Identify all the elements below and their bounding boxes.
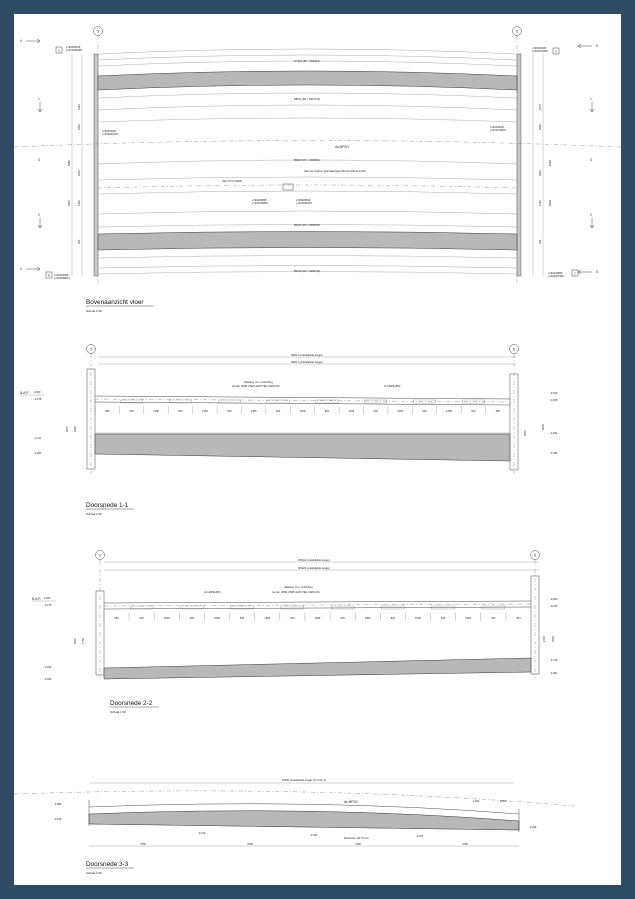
grid-label-5: 5 xyxy=(97,29,99,34)
svg-text:3050: 3050 xyxy=(539,170,542,176)
bay-dim: 620 xyxy=(129,410,134,413)
bay-dim: 620 xyxy=(227,410,232,413)
svg-text:3050: 3050 xyxy=(78,170,81,176)
s22-dim-1: R5242 (ontwikkelde lengte) xyxy=(298,559,330,562)
s33-title: Doorsnede 3-3 xyxy=(86,861,129,868)
section-1-1 xyxy=(20,345,558,517)
beam-recess xyxy=(482,606,505,609)
s22-nap: N.A.P. xyxy=(32,597,41,601)
s22-lvl-r3: -2.730 xyxy=(550,659,558,662)
s22-left-dim-1: 2758 xyxy=(82,638,85,644)
bay-dim: 620 xyxy=(290,617,295,620)
bay-dim: 620 xyxy=(373,410,378,413)
s11-note-3: 2x HDPE Ø50 xyxy=(384,385,401,388)
s11-lvl-l1: 0.000 xyxy=(34,391,41,394)
beam-recess xyxy=(130,606,153,609)
s22-note-1: Aftasting t.b.v. verlichting xyxy=(284,586,313,589)
plan-scale: Schaal 1:50 xyxy=(86,309,102,313)
beam-recess xyxy=(218,400,240,403)
dim-top-2: R8811 (Rh = 2915762) xyxy=(293,98,321,101)
bottom-slab-strip xyxy=(98,232,517,251)
label-hek-put: Hek put conform Standaardetail SD-OG-KW-ALG-001 xyxy=(304,170,366,173)
bay-dim: 620 xyxy=(178,410,183,413)
bay-dim: 1455 xyxy=(397,410,403,413)
bay-dim: 620 xyxy=(239,617,245,620)
section-mark-4-top: 4 xyxy=(20,39,22,43)
section-mark-5-bottom: 5 xyxy=(596,270,598,274)
bay-dim: 1505 xyxy=(415,617,421,620)
s11-grid-6: 6 xyxy=(513,347,515,352)
bay-dim: 1505 xyxy=(264,617,271,620)
section-mark-1-right: 1 xyxy=(590,97,592,101)
section-mark-3-right: 3 xyxy=(590,158,592,162)
svg-text:1450: 1450 xyxy=(539,200,542,206)
s33-lvl-m1: -3.143 xyxy=(198,832,206,835)
dim-mid-1: R5000 (Rh = 3008001) xyxy=(293,159,321,162)
s11-grid-5: 5 xyxy=(90,347,92,352)
s22-grid-5: 5 xyxy=(534,553,536,558)
section-3-3 xyxy=(14,778,574,875)
s33-lvl-l2: -3.195 xyxy=(54,818,62,821)
beam-recess xyxy=(462,400,484,403)
coord-mid-left: x=99435461 y=464299135 xyxy=(102,130,118,136)
s22-right-dim-0: 2730 xyxy=(543,636,546,642)
s11-lvl-r3: -2.934 xyxy=(550,432,558,435)
svg-text:2275: 2275 xyxy=(539,104,542,110)
bay-dim: 620 xyxy=(340,617,345,620)
bay-dim: 1455 xyxy=(202,410,208,413)
svg-text:4750: 4750 xyxy=(462,843,468,846)
s11-right-dim-0: 2655 xyxy=(524,430,527,436)
svg-text:2900: 2900 xyxy=(78,124,81,130)
s22-lvl-l1: 0.000 xyxy=(44,597,51,600)
svg-text:2900: 2900 xyxy=(539,124,542,130)
s11-dim-2: R8017 (ontwikkelde lengte) xyxy=(291,361,323,364)
s11-nap: N.A.P. xyxy=(20,391,29,395)
s22-lvl-r1: -0.000 xyxy=(550,598,558,601)
bay-dim: 1505 xyxy=(163,617,170,620)
s11-lvl-l3: -2.417 xyxy=(34,437,42,440)
s11-right-dim-1: 2659 xyxy=(542,424,545,430)
s22-right-dim-1: 2553 xyxy=(552,636,555,642)
bay-dim: 1505 xyxy=(364,617,371,620)
bay-dim: 1455 xyxy=(348,410,355,413)
bay-dim: 620 xyxy=(189,617,195,620)
bay-dim: 620 xyxy=(491,617,496,620)
svg-text:4625: 4625 xyxy=(68,200,71,206)
s33-lvl-m3: -3.407 xyxy=(416,835,424,838)
plan-view xyxy=(14,27,621,314)
s33-axis-label: As MFSO xyxy=(344,800,358,804)
s22-note-2: zie tek. 30SP-ZSR5-2220-TEK-VWM-001 xyxy=(272,591,320,594)
s22-floor-slab xyxy=(104,658,531,679)
s11-title: Doorsnede 1-1 xyxy=(86,502,129,509)
plan-left-dims xyxy=(67,104,81,244)
s11-lvl-r1: -0.020 xyxy=(550,392,558,395)
beam-recess xyxy=(316,400,338,403)
coord-center-left: x=99435958 y=464349891 xyxy=(252,199,268,205)
s33-dim-1: 15000 (ontwikkelde lengte, R=∞/22 m) xyxy=(281,779,327,782)
axis-line xyxy=(14,141,621,148)
label-pvc: Hek A PVC Ø200 xyxy=(222,180,242,183)
bay-dim: 1455 xyxy=(250,410,257,413)
section-mark-1-left: 1 xyxy=(38,97,40,101)
bay-dim: 954 xyxy=(114,617,119,620)
bay-dim: 482 xyxy=(495,410,500,413)
s22-lvl-r2: -0.275 xyxy=(550,605,558,608)
svg-text:4750: 4750 xyxy=(247,843,253,846)
bay-dim: 482 xyxy=(105,410,110,413)
s11-note-1: Aftasting t.b.v. verlichting xyxy=(244,381,273,384)
bay-dim: 1455 xyxy=(299,410,306,413)
beam-recess xyxy=(365,400,387,403)
coord-top-left: x=99435195 y=464391825 xyxy=(66,46,82,52)
beam-recess xyxy=(331,606,354,609)
section-2-2 xyxy=(32,551,558,715)
drawing-sheet xyxy=(14,14,621,885)
svg-text:8108: 8108 xyxy=(549,160,552,166)
grid-label-6: 6 xyxy=(516,29,518,34)
s33-lvl-r2: -2.929 xyxy=(499,800,507,803)
s11-lvl-r4: -3.395 xyxy=(550,452,558,455)
coord-top-right: x=99436406 y=464310905 xyxy=(532,47,548,53)
s33-lvl-r3: -3.409 xyxy=(529,826,537,829)
s33-lvl-m2: -3.332 xyxy=(310,834,318,837)
top-slab-strip xyxy=(98,71,517,90)
coord-center-right: x=99439540 y=464349233 xyxy=(296,199,312,205)
dim-bottom-1: R5222 (Rh = 3058223) xyxy=(293,224,321,227)
svg-text:495: 495 xyxy=(78,239,81,244)
bay-dim: 954 xyxy=(516,617,521,620)
beam-recess xyxy=(281,606,304,609)
bay-dim: 620 xyxy=(471,410,476,413)
s33-lvl-r1: -2.933 xyxy=(472,800,480,803)
s11-floor-slab xyxy=(95,434,510,461)
bay-dim: 620 xyxy=(422,410,427,413)
s33-dims xyxy=(140,842,468,846)
s22-lvl-r4: -3.281 xyxy=(550,672,558,675)
s11-lvl-r2: -0.295 xyxy=(550,399,558,402)
plan-title: Bovenaanzicht vloer xyxy=(86,299,144,306)
s22-lvl-l2: -0.275 xyxy=(44,604,52,607)
plan-right-dims xyxy=(538,104,552,244)
s11-bay-dims xyxy=(95,400,501,414)
s11-scale: Schaal 1:50 xyxy=(86,512,102,516)
s22-lvl-l4: -3.409 xyxy=(44,678,52,681)
section-mark-3-left: 3 xyxy=(38,158,40,162)
s11-left-dim-0: 2675 xyxy=(66,426,69,432)
s22-grid-6: 6 xyxy=(99,553,101,558)
s33-lvl-l1: -2.889 xyxy=(54,803,62,806)
section-mark-5-top: 5 xyxy=(596,44,598,48)
bay-dim: 620 xyxy=(440,617,446,620)
bay-dim: 620 xyxy=(275,410,281,413)
bay-dim: 1505 xyxy=(465,617,472,620)
section-mark-2-right: 2 xyxy=(590,213,592,217)
s22-lvl-l3: -3.033 xyxy=(44,666,52,669)
svg-text:2225: 2225 xyxy=(78,104,81,110)
section-mark-4-bottom: 4 xyxy=(20,267,22,271)
coord-bottom-left: x=99434399 y=464299521 xyxy=(54,274,70,280)
s22-bay-dims xyxy=(104,606,521,621)
s33-scale: Schaal 1:50 xyxy=(86,871,102,875)
s22-dim-2: R5222 (ontwikkelde lengte) xyxy=(298,567,330,570)
box-c: C xyxy=(574,272,576,276)
s11-left-dim-1: 2205 xyxy=(74,426,77,432)
box-a: A xyxy=(58,49,60,53)
s22-scale: Schaal 1:50 xyxy=(110,710,126,714)
svg-text:1450: 1450 xyxy=(78,200,81,206)
axis-label: As MFSO xyxy=(335,145,349,149)
coord-bottom-right: x=99440882 y=464307982 xyxy=(548,272,564,278)
coord-mid-right: x=99440957 y=464379610 xyxy=(490,126,506,132)
beam-recess xyxy=(120,400,142,403)
s22-left-dim-0: 3035 xyxy=(74,638,77,644)
bay-dim: 620 xyxy=(139,617,144,620)
svg-text:4750: 4750 xyxy=(140,843,146,846)
s11-lvl-l2: -0.275 xyxy=(34,398,42,401)
s11-lvl-l4: -3.281 xyxy=(34,452,42,455)
section-mark-2-left: 2 xyxy=(38,213,40,217)
bay-dim: 1455 xyxy=(446,410,452,413)
s11-note-2: zie tek. 30SP-ZSR5-2220-TEK-VWM-001 xyxy=(232,385,280,388)
s22-note-3: 2x HDPE Ø50 xyxy=(204,591,221,594)
s22-title: Doorsnede 2-2 xyxy=(110,700,153,707)
drawing-canvas xyxy=(14,14,621,885)
svg-text:8069: 8069 xyxy=(68,160,71,166)
svg-text:495: 495 xyxy=(539,239,542,244)
bay-dim: 1505 xyxy=(314,617,321,620)
bay-dim: 1505 xyxy=(214,617,220,620)
s11-dim-1: R8017 (ontwikkelde lengte) xyxy=(291,354,323,357)
dim-bottom-2: R5218 (Rh = 3056723) xyxy=(293,270,321,273)
box-d: D xyxy=(555,50,557,54)
bay-dim: 620 xyxy=(324,410,330,413)
svg-text:4628: 4628 xyxy=(549,200,552,206)
box-b: B xyxy=(48,274,50,278)
s33-note: Werkvloer, dik 75 mm xyxy=(344,837,369,840)
svg-text:4750: 4750 xyxy=(355,843,361,846)
bay-dim: 620 xyxy=(390,617,396,620)
dim-top-1: R7162 (Rh = 206623) xyxy=(294,60,320,63)
bay-dim: 1455 xyxy=(153,410,159,413)
